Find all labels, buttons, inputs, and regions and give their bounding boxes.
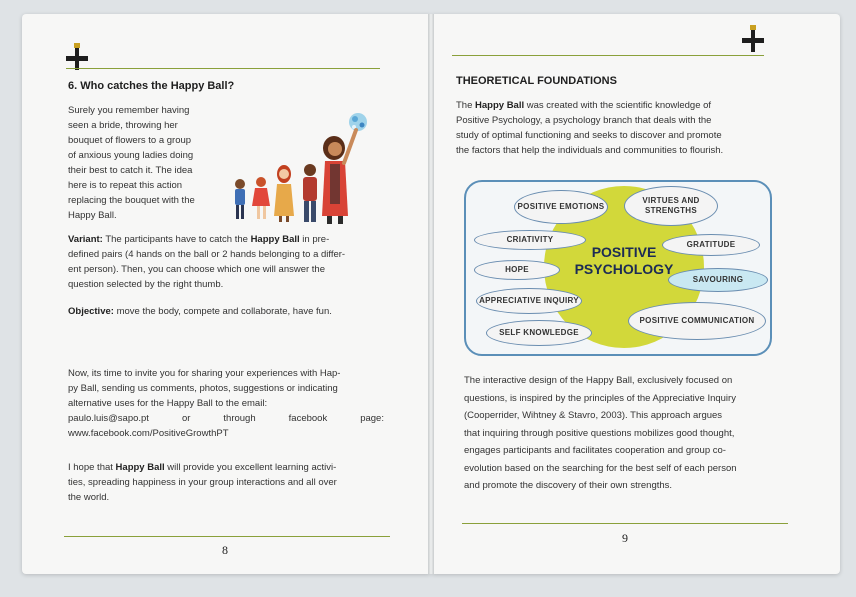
right-header-rule [452,55,764,56]
bubble-positive-communication: POSITIVE COMMUNICATION [628,302,766,340]
variant-line: ent person). Then, you can choose which one will answer the [68,264,326,275]
body-line: that inquiring through positive questions mobilizes good thought, [464,427,735,439]
body-line: evolution based on the searching for the best self of each person [464,462,737,474]
intro-line: study of optimal functioning and seeks to discover and promote [456,130,722,141]
intro-line: seen a bride, throwing her [68,120,178,131]
right-footer-rule [462,523,788,524]
happy-ball-bold: Happy Ball [115,462,165,473]
invite-line: py Ball, sending us comments, photos, suggestions or indicating [68,383,338,394]
right-page-number: 9 [622,531,628,545]
email-row-word: page: [360,413,384,424]
intro-line: replacing the bouquet with the [68,195,195,206]
body-line: engages participants and facilitates cooperation and group co- [464,445,726,456]
objective-paragraph [68,304,384,319]
intro-text: was created with the scientific knowledge of [524,100,712,111]
left-heading: 6. Who catches the Happy Ball? [68,80,235,92]
intro-line: bouquet of flowers to a group [68,135,192,146]
family-catching-ball-illustration [224,108,374,226]
intro-line: Happy Ball. [68,210,117,221]
left-header-rule [66,68,380,69]
intro-line: here is to repeat this action [68,180,183,191]
closing-text: I hope that [68,462,116,473]
invite-line: alternative uses for the Happy Ball to the email: [68,398,268,409]
facebook-url[interactable]: www.facebook.com/PositiveGrowthPT [68,428,229,439]
theory-body-paragraph [464,372,786,495]
variant-text: in pre- [299,234,330,245]
objective-text: move the body, compete and collaborate, have fun. [113,306,332,317]
intro-paragraph [68,103,218,223]
book-spine [428,14,434,574]
bubble-gratitude: GRATITUDE [662,234,760,256]
left-page-number: 8 [222,543,228,557]
center-label-line: PSYCHOLOGY [574,261,674,277]
bubble-savouring: SAVOURING [668,268,768,292]
email-row-word: through [223,413,256,424]
positive-psychology-diagram [464,180,772,356]
boy-figure-icon [235,179,245,219]
theory-intro-paragraph [456,98,774,158]
bubble-positive-emotions: POSITIVE EMOTIONS [514,190,608,224]
bubble-virtues-strengths: VIRTUES AND STRENGTHS [624,186,718,226]
closing-text: will provide you excellent learning activi- [164,462,337,473]
cross-logo-icon [66,46,88,70]
variant-label: Variant: [68,234,103,245]
bubble-appreciative-inquiry: APPRECIATIVE INQUIRY [476,288,582,314]
variant-line: defined pairs (4 hands on the ball or 2 hands belonging to a differ- [68,249,346,260]
intro-line: the factors that help the individuals and communities to flourish. [456,145,724,156]
body-line: The interactive design of the Happy Ball, exclusively focused on [464,375,733,386]
intro-text: The [456,100,476,111]
intro-line: Positive Psychology, a psychology branch that deals with the [456,115,712,126]
intro-line: their best to catch it. The idea [68,165,193,176]
bubble-self-knowledge: SELF KNOWLEDGE [486,320,592,346]
variant-paragraph [68,232,384,292]
closing-paragraph [68,460,384,505]
center-label-line: POSITIVE [591,244,657,260]
happy-ball-bold: Happy Ball [250,234,300,245]
cross-logo-icon [742,28,764,52]
woman-figure-icon [274,165,294,222]
closing-line: the world. [68,492,110,503]
happy-ball-icon [349,113,367,131]
intro-line: of anxious young ladies doing [68,150,194,161]
invite-paragraph [68,366,384,441]
intro-line: Surely you remember having [68,105,190,116]
objective-label: Objective: [68,306,114,317]
body-line: (Cooperrider, Wihtney & Stavro, 2003). This approach argues [464,410,723,421]
email-row-word: facebook [288,413,328,424]
body-line: questions, is inspired by the principles of the Appreciative Inquiry [464,392,736,404]
bubble-hope: HOPE [474,260,560,280]
variant-line: question selected by the right thumb. [68,279,224,290]
happy-ball-bold: Happy Ball [475,100,525,111]
girl-figure-icon [252,177,270,219]
woman-catching-figure-icon [322,130,356,224]
email-row [68,411,384,426]
variant-text: The participants have to catch the [102,234,251,245]
email-row-word: or [181,413,191,424]
left-footer-rule [64,536,390,537]
man-figure-icon [303,164,317,222]
right-heading: THEORETICAL FOUNDATIONS [456,75,617,87]
bubble-criativity: CRIATIVITY [474,230,586,250]
email-address[interactable]: paulo.luis@sapo.pt [68,413,149,424]
body-line: and promote the discovery of their own strengths. [464,480,673,491]
invite-line: Now, its time to invite you for sharing your experiences with Hap- [68,368,341,379]
closing-line: ties, spreading happiness in your group interactions and all over [68,477,337,488]
